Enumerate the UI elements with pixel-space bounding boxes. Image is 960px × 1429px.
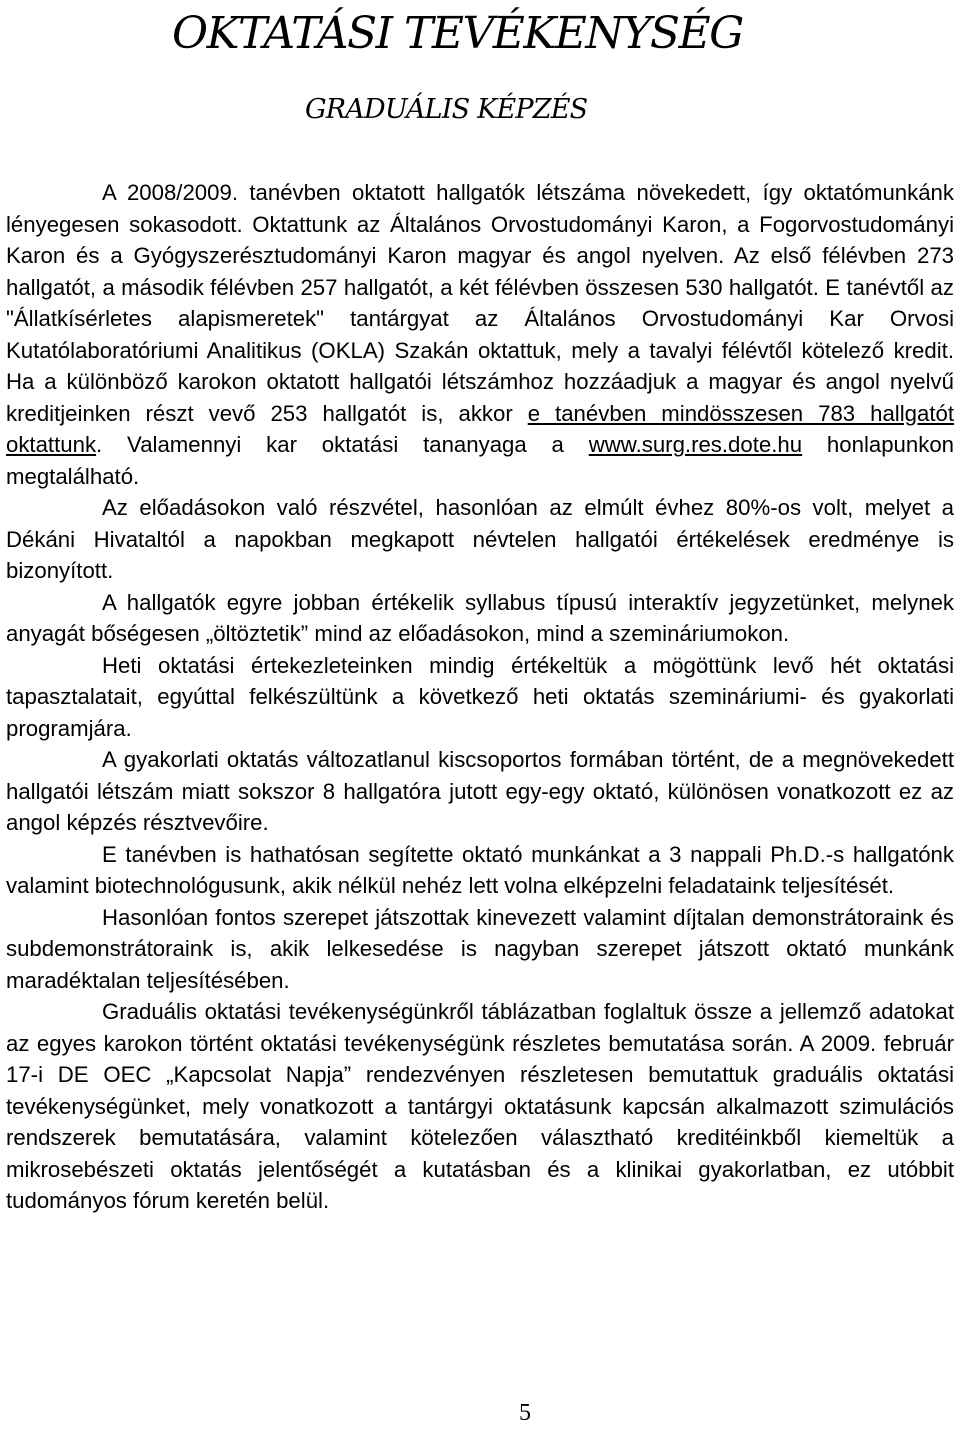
paragraph-3: A hallgatók egyre jobban értékelik syllabus típusú interaktív jegyzetünket, melynek anyagát bőségesen „öltöztetik” mind az előadásokon, mind a szemináriumokon. — [6, 589, 954, 646]
paragraph-1-text-2: . Valamennyi kar oktatási tananyaga a — [96, 432, 589, 457]
paragraph-1 — [6, 177, 954, 492]
paragraph-7: Hasonlóan fontos szerepet játszottak kinevezett valamint díjtalan demonstrátoraink és subdemonstrátoraink is, akik lelkesedése is nagyban szerepet játszott oktató munkánk maradéktalan teljesítésében. — [6, 904, 954, 993]
paragraph-1-text-3: honlapunkon megtalálható. — [6, 432, 955, 489]
website-link[interactable]: www.surg.res.dote.hu — [588, 432, 803, 457]
page-title: OKTATÁSI TEVÉKENYSÉG — [172, 8, 743, 59]
body-text — [6, 177, 954, 1217]
paragraph-8: Graduális oktatási tevékenységünkről táblázatban foglaltuk össze a jellemző adatokat az egyes karokon történt oktatási tevékenységünk részletes bemutatása során. A 2009. február 17-i DE OEC „Kapcsolat Napja” rendezvényen részletesen bemutattuk graduális oktatási tevékenységünket, mely vonatkozott a tantárgyi oktatásunk kapcsán alkalmazott szimulációs rendszerek bemutatására, valamint kötelezően választható kreditéinkből kiemeltük a mikrosebészeti oktatás jelentőségét a kutatásban és a klinikai gyakorlatban, ez utóbbit tudományos fórum keretén belül. — [6, 999, 954, 1213]
paragraph-5: A gyakorlati oktatás változatlanul kiscsoportos formában történt, de a megnövekedett hallgatói létszám miatt sokszor 8 hallgatóra jutott egy-egy oktató, különösen vonatkozott ez az angol képzés résztvevőire. — [6, 747, 954, 835]
paragraph-2: Az előadásokon való részvétel, hasonlóan az elmúlt évhez 80%-os volt, melyet a Dékáni Hivataltól a napokban megkapott névtelen hallgatói értékelések eredménye is bizonyított. — [6, 495, 954, 583]
paragraph-4: Heti oktatási értekezleteinken mindig értékeltük a mögöttünk levő hét oktatási tapasztalatait, egyúttal felkészültünk a következő heti oktatás szemináriumi- és gyakorlati programjára. — [6, 652, 954, 741]
highlighted-total: e tanévben mindösszesen 783 hallgatót oktattunk — [6, 400, 954, 457]
section-subtitle: GRADUÁLIS KÉPZÉS — [305, 94, 588, 125]
paragraph-1-text: A 2008/2009. tanévben oktatott hallgatók létszáma növekedett, így oktatómunkánk lényegesen sokasodott. Oktattunk az Általános Orvostudományi Karon, a Fogorvostudományi Karon és a Gyógyszerésztudományi Karon magyar és angol nyelven. Az első félévben 273 hallgatót, a második félévben 257 hallgatót, a két félévben összesen 530 hallgatót. E tanévtől az "Állatkísérletes alapismeretek" tantárgyat az Általános Orvostudományi Kar Orvosi Kutatólaboratóriumi Analitikus (OKLA) Szakán oktattuk, mely a tavalyi félévtől kötelező kredit. Ha a különböző karokon oktatott hallgatói létszámhoz hozzáadjuk a magyar és angol nyelvű kreditjeinken részt vevő 253 hallgatót is, akkor — [6, 180, 954, 426]
paragraph-6: E tanévben is hathatósan segítette oktató munkánkat a 3 nappali Ph.D.-s hallgatónk valamint biotechnológusunk, akik nélkül nehéz lett volna elképzelni feladataink teljesítését. — [6, 841, 954, 898]
page-number: 5 — [519, 1400, 531, 1426]
